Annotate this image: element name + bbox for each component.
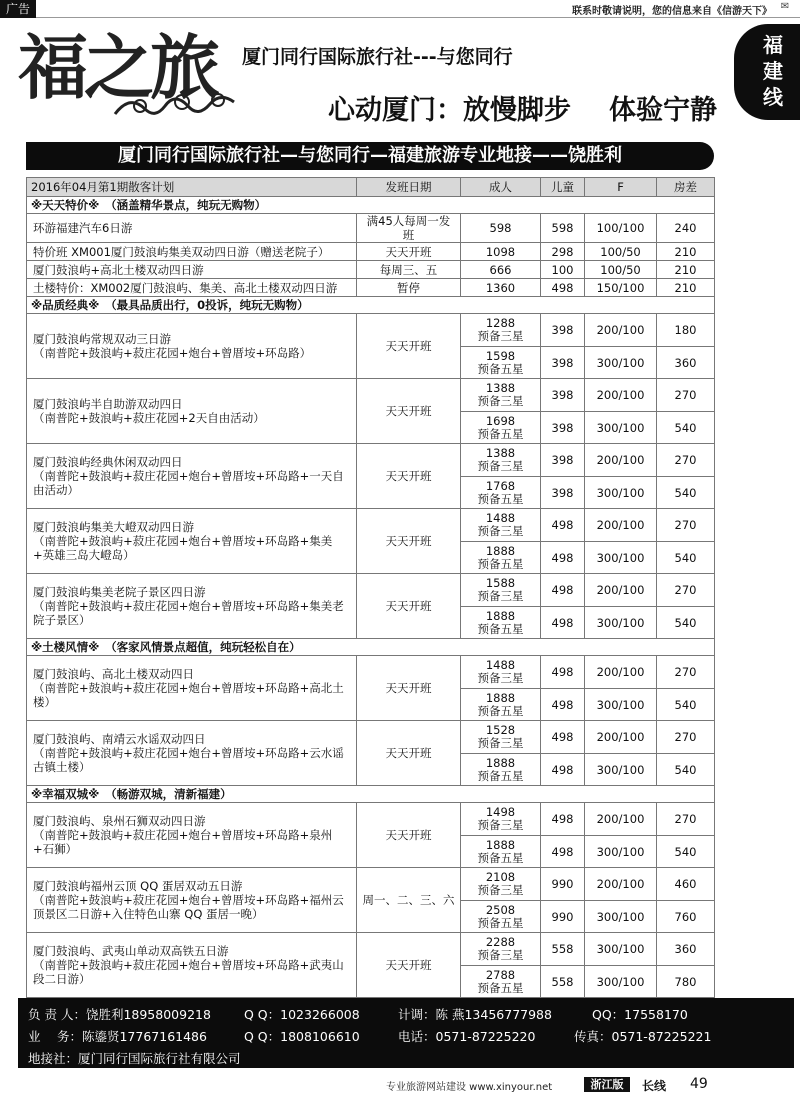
table-row xyxy=(27,803,715,836)
tour-name: 厦门鼓浪屿经典休闲双动四日 xyxy=(33,455,183,469)
f-price: 300/100 xyxy=(585,689,657,721)
departure-date: 天天开班 xyxy=(357,656,461,721)
table-cell: 298 xyxy=(541,243,585,261)
child-price: 498 xyxy=(541,721,585,754)
table-cell: 210 xyxy=(657,261,715,279)
section-title: ※幸福双城※ （畅游双城，清新福建） xyxy=(27,786,715,803)
room-difference: 270 xyxy=(657,379,715,412)
manager-qq: Q Q：1023266008 xyxy=(244,1007,360,1022)
section-title-row xyxy=(27,297,715,314)
adult-price-cell xyxy=(461,901,541,933)
table-cell: 1098 xyxy=(461,243,541,261)
adult-price-cell xyxy=(461,689,541,721)
room-difference: 540 xyxy=(657,542,715,574)
slogan xyxy=(328,88,717,127)
adult-price-cell xyxy=(461,803,541,836)
tour-name-cell xyxy=(27,379,357,444)
child-price: 558 xyxy=(541,966,585,998)
child-price: 498 xyxy=(541,689,585,721)
side-tab-char: 线 xyxy=(763,85,783,109)
child-price: 498 xyxy=(541,607,585,639)
hotel-grade: 预备三星 xyxy=(477,948,524,962)
table-row xyxy=(27,261,715,279)
child-price: 498 xyxy=(541,836,585,868)
table-row xyxy=(27,656,715,689)
table-cell: 特价班 XM001厦门鼓浪屿集美双动四日游（赠送老院子） xyxy=(27,243,357,261)
hotel-grade: 预备五星 xyxy=(477,361,524,376)
adult-price-cell xyxy=(461,868,541,901)
tour-name: 厦门鼓浪屿、南靖云水谣双动四日 xyxy=(33,732,206,746)
table-cell: 210 xyxy=(657,243,715,261)
tour-description: （南普陀+鼓浪屿+菽庄花园+炮台+曾厝垵+环岛路+福州云顶景区二日游+入住特色山寨 QQ 蛋居一晚） xyxy=(33,893,344,921)
table-cell: 100/100 xyxy=(585,214,657,243)
f-price: 300/100 xyxy=(585,836,657,868)
room-difference: 460 xyxy=(657,868,715,901)
table-cell: 240 xyxy=(657,214,715,243)
table-cell: 100/50 xyxy=(585,261,657,279)
adult-price-cell xyxy=(461,966,541,998)
planner-contact: 计调：陈 燕13456777988 xyxy=(398,1007,552,1022)
room-difference: 270 xyxy=(657,803,715,836)
hotel-grade: 预备三星 xyxy=(477,736,524,750)
tour-description: （南普陀+鼓浪屿+菽庄花园+炮台+曾厝垵+环岛路+高北土楼） xyxy=(33,681,344,709)
cloud-swirl-icon xyxy=(110,84,240,124)
table-cell: 598 xyxy=(461,214,541,243)
f-price: 200/100 xyxy=(585,803,657,836)
section-title-row xyxy=(27,197,715,214)
section-title-row xyxy=(27,786,715,803)
departure-date: 天天开班 xyxy=(357,314,461,379)
column-header: 儿童 xyxy=(541,178,585,197)
section-label: 长线 xyxy=(642,1079,667,1093)
table-row xyxy=(27,509,715,542)
f-price: 300/100 xyxy=(585,966,657,998)
table-cell: 天天开班 xyxy=(357,243,461,261)
table-cell: 498 xyxy=(541,279,585,297)
adult-price: 2108 xyxy=(485,870,516,884)
tour-name-cell xyxy=(27,803,357,868)
adult-price: 2508 xyxy=(485,902,516,917)
adult-price-cell xyxy=(461,754,541,786)
f-price: 200/100 xyxy=(585,574,657,607)
title-banner: 厦门同行国际旅行社—与您同行—福建旅游专业地接——饶胜利 xyxy=(26,142,714,170)
tour-name: 厦门鼓浪屿集美大嶝双动四日游 xyxy=(33,520,194,534)
edition-badge: 浙江版 xyxy=(584,1077,630,1092)
table-row xyxy=(27,574,715,607)
adult-price-cell xyxy=(461,933,541,966)
section-title-row xyxy=(27,639,715,656)
f-price: 200/100 xyxy=(585,379,657,412)
hotel-grade: 预备五星 xyxy=(477,980,524,995)
price-table xyxy=(26,177,715,998)
table-row xyxy=(27,868,715,901)
site-ad: 专业旅游网站建设 www.xinyour.net xyxy=(386,1082,553,1093)
adult-price-cell xyxy=(461,379,541,412)
adult-price-cell xyxy=(461,444,541,477)
tour-description: （南普陀+鼓浪屿+菽庄花园+炮台+曾厝垵+环岛路+集美+英雄三岛大嶝岛） xyxy=(33,534,333,562)
table-cell: 厦门鼓浪屿+高北土楼双动四日游 xyxy=(27,261,357,279)
tour-description: （南普陀+鼓浪屿+菽庄花园+炮台+曾厝垵+环岛路+集美老院子景区） xyxy=(33,599,344,627)
table-cell: 暂停 xyxy=(357,279,461,297)
table-cell: 每周三、五 xyxy=(357,261,461,279)
tour-description: （南普陀+鼓浪屿+菽庄花园+2天自由活动） xyxy=(33,411,265,425)
departure-date: 天天开班 xyxy=(357,574,461,639)
table-cell: 150/100 xyxy=(585,279,657,297)
f-price: 200/100 xyxy=(585,868,657,901)
tour-name: 厦门鼓浪屿福州云顶 QQ 蛋居双动五日游 xyxy=(33,879,243,893)
tour-description: （南普陀+鼓浪屿+菽庄花园+炮台+曾厝垵+环岛路+武夷山段二日游） xyxy=(33,958,344,986)
contact-footer xyxy=(18,998,794,1068)
room-difference: 540 xyxy=(657,477,715,509)
adult-price-cell xyxy=(461,542,541,574)
adult-price-cell xyxy=(461,656,541,689)
adult-price: 1768 xyxy=(485,478,516,493)
child-price: 498 xyxy=(541,542,585,574)
adult-price: 1488 xyxy=(485,511,516,525)
table-cell: 598 xyxy=(541,214,585,243)
tour-description: （南普陀+鼓浪屿+菽庄花园+炮台+曾厝垵+环岛路+云水谣古镇土楼） xyxy=(33,746,344,774)
tour-description: （南普陀+鼓浪屿+菽庄花园+炮台+曾厝垵+环岛路+一天自由活动） xyxy=(33,469,344,497)
adult-price-cell xyxy=(461,477,541,509)
table-cell: 1360 xyxy=(461,279,541,297)
column-header: 房差 xyxy=(657,178,715,197)
child-price: 498 xyxy=(541,803,585,836)
region-side-tab xyxy=(734,24,800,120)
tour-name: 厦门鼓浪屿、高北土楼双动四日 xyxy=(33,667,194,681)
column-header: 成人 xyxy=(461,178,541,197)
adult-price: 1888 xyxy=(485,690,516,705)
page-footer xyxy=(0,1076,800,1093)
f-price: 300/100 xyxy=(585,412,657,444)
table-row xyxy=(27,379,715,412)
adult-price: 1288 xyxy=(485,316,516,330)
hotel-grade: 预备三星 xyxy=(477,394,524,408)
f-price: 300/100 xyxy=(585,542,657,574)
tour-name: 厦门鼓浪屿、武夷山单动双高铁五日游 xyxy=(33,944,229,958)
f-price: 200/100 xyxy=(585,721,657,754)
table-row xyxy=(27,721,715,754)
f-price: 300/100 xyxy=(585,347,657,379)
room-difference: 270 xyxy=(657,656,715,689)
agency-headline: 厦门同行国际旅行社---与您同行 xyxy=(242,46,513,68)
tour-name-cell xyxy=(27,314,357,379)
adult-price: 1498 xyxy=(485,805,516,819)
tour-name-cell xyxy=(27,509,357,574)
adult-price-cell xyxy=(461,836,541,868)
tour-description: （南普陀+鼓浪屿+菽庄花园+炮台+曾厝垵+环岛路） xyxy=(33,346,312,360)
table-row xyxy=(27,933,715,966)
table-row xyxy=(27,279,715,297)
side-tab-char: 福 xyxy=(763,33,783,57)
tour-name-cell xyxy=(27,933,357,998)
departure-date: 天天开班 xyxy=(357,721,461,786)
adult-price: 1888 xyxy=(485,755,516,770)
adult-price-cell xyxy=(461,721,541,754)
tour-name-cell xyxy=(27,721,357,786)
table-row xyxy=(27,243,715,261)
child-price: 398 xyxy=(541,347,585,379)
tour-name: 厦门鼓浪屿半自助游双动四日 xyxy=(33,397,183,411)
planner-qq: QQ：17558170 xyxy=(592,1007,688,1022)
local-agency: 地接社：厦门同行国际旅行社有限公司 xyxy=(28,1051,241,1066)
adult-price-cell xyxy=(461,314,541,347)
page-number: 49 xyxy=(690,1076,708,1092)
room-difference: 780 xyxy=(657,966,715,998)
adult-price: 1388 xyxy=(485,446,516,460)
f-price: 200/100 xyxy=(585,444,657,477)
hotel-grade: 预备五星 xyxy=(477,915,524,930)
adult-price: 2288 xyxy=(485,935,516,949)
room-difference: 270 xyxy=(657,721,715,754)
departure-date: 天天开班 xyxy=(357,803,461,868)
departure-date: 天天开班 xyxy=(357,379,461,444)
hotel-grade: 预备五星 xyxy=(477,621,524,636)
tour-description: （南普陀+鼓浪屿+菽庄花园+炮台+曾厝垵+环岛路+泉州+石狮） xyxy=(33,828,333,856)
adult-price-cell xyxy=(461,412,541,444)
child-price: 398 xyxy=(541,477,585,509)
child-price: 498 xyxy=(541,754,585,786)
brand-logo: 福之旅 xyxy=(18,26,216,109)
departure-date: 天天开班 xyxy=(357,509,461,574)
room-difference: 360 xyxy=(657,933,715,966)
table-cell: 666 xyxy=(461,261,541,279)
adult-price: 1598 xyxy=(485,348,516,363)
f-price: 200/100 xyxy=(585,509,657,542)
room-difference: 540 xyxy=(657,412,715,444)
hotel-grade: 预备五星 xyxy=(477,850,524,865)
departure-date: 天天开班 xyxy=(357,444,461,509)
tour-name-cell xyxy=(27,574,357,639)
child-price: 398 xyxy=(541,412,585,444)
child-price: 498 xyxy=(541,656,585,689)
sales-qq: Q Q：1808106610 xyxy=(244,1029,360,1044)
f-price: 300/100 xyxy=(585,754,657,786)
room-difference: 360 xyxy=(657,347,715,379)
adult-price: 1888 xyxy=(485,608,516,623)
adult-price-cell xyxy=(461,607,541,639)
adult-price: 1888 xyxy=(485,543,516,558)
hotel-grade: 预备三星 xyxy=(477,671,524,685)
f-price: 200/100 xyxy=(585,314,657,347)
contact-note: 联系时敬请说明，您的信息来自《信游天下》 xyxy=(572,6,772,17)
adult-price: 1888 xyxy=(485,837,516,852)
tour-name-cell xyxy=(27,656,357,721)
room-difference: 270 xyxy=(657,444,715,477)
table-row xyxy=(27,444,715,477)
table-header-row xyxy=(27,178,715,197)
adult-price-cell xyxy=(461,347,541,379)
tour-name-cell xyxy=(27,868,357,933)
room-difference: 180 xyxy=(657,314,715,347)
adult-price: 2788 xyxy=(485,967,516,982)
tour-name: 厦门鼓浪屿常规双动三日游 xyxy=(33,332,171,346)
hotel-grade: 预备五星 xyxy=(477,491,524,506)
hotel-grade: 预备三星 xyxy=(477,459,524,473)
child-price: 398 xyxy=(541,314,585,347)
hotel-grade: 预备三星 xyxy=(477,524,524,538)
tour-name: 厦门鼓浪屿、泉州石狮双动四日游 xyxy=(33,814,206,828)
room-difference: 270 xyxy=(657,509,715,542)
f-price: 200/100 xyxy=(585,656,657,689)
hotel-grade: 预备三星 xyxy=(477,589,524,603)
child-price: 558 xyxy=(541,933,585,966)
tour-name-cell xyxy=(27,444,357,509)
section-title: ※土楼风情※ （客家风情景点超值，纯玩轻松自在） xyxy=(27,639,715,656)
table-cell: 满45人每周一发班 xyxy=(357,214,461,243)
f-price: 300/100 xyxy=(585,607,657,639)
column-header: 发班日期 xyxy=(357,178,461,197)
room-difference: 760 xyxy=(657,901,715,933)
table-row xyxy=(27,214,715,243)
room-difference: 540 xyxy=(657,836,715,868)
child-price: 498 xyxy=(541,509,585,542)
table-cell: 100/50 xyxy=(585,243,657,261)
column-header: F xyxy=(585,178,657,197)
table-cell: 210 xyxy=(657,279,715,297)
adult-price: 1698 xyxy=(485,413,516,428)
f-price: 300/100 xyxy=(585,933,657,966)
table-cell: 土楼特价：XM002厦门鼓浪屿、集美、高北土楼双动四日游 xyxy=(27,279,357,297)
child-price: 990 xyxy=(541,868,585,901)
departure-date: 周一、二、三、六 xyxy=(357,868,461,933)
top-bar xyxy=(0,0,800,18)
room-difference: 540 xyxy=(657,607,715,639)
child-price: 398 xyxy=(541,379,585,412)
adult-price-cell xyxy=(461,574,541,607)
slogan-part: 体验宁静 xyxy=(609,95,717,126)
fax-number: 传真：0571-87225221 xyxy=(574,1029,712,1044)
publication-mark-icon: ✉ xyxy=(780,1,790,12)
adult-price-cell xyxy=(461,509,541,542)
adult-price: 1488 xyxy=(485,658,516,672)
f-price: 300/100 xyxy=(585,477,657,509)
child-price: 990 xyxy=(541,901,585,933)
slogan-part: 心动厦门：放慢脚步 xyxy=(328,95,571,126)
room-difference: 270 xyxy=(657,574,715,607)
section-title: ※品质经典※ （最具品质出行，0投诉，纯玩无购物） xyxy=(27,297,715,314)
table-cell: 环游福建汽车6日游 xyxy=(27,214,357,243)
hotel-grade: 预备五星 xyxy=(477,768,524,783)
adult-price: 1388 xyxy=(485,381,516,395)
child-price: 398 xyxy=(541,444,585,477)
departure-date: 天天开班 xyxy=(357,933,461,998)
f-price: 300/100 xyxy=(585,901,657,933)
phone-number: 电话：0571-87225220 xyxy=(398,1029,536,1044)
table-cell: 100 xyxy=(541,261,585,279)
column-header: 2016年04月第1期散客计划 xyxy=(27,178,357,197)
hotel-grade: 预备三星 xyxy=(477,329,524,343)
hotel-grade: 预备三星 xyxy=(477,883,524,897)
sales-contact: 业 务：陈鎏贤17767161486 xyxy=(28,1029,207,1044)
room-difference: 540 xyxy=(657,689,715,721)
manager-contact: 负 责 人：饶胜利18958009218 xyxy=(28,1007,211,1022)
ad-label: 广告 xyxy=(0,0,36,18)
adult-price: 1588 xyxy=(485,576,516,590)
adult-price: 1528 xyxy=(485,723,516,737)
side-tab-char: 建 xyxy=(763,59,783,83)
child-price: 498 xyxy=(541,574,585,607)
room-difference: 540 xyxy=(657,754,715,786)
tour-name: 厦门鼓浪屿集美老院子景区四日游 xyxy=(33,585,206,599)
table-row xyxy=(27,314,715,347)
hotel-grade: 预备三星 xyxy=(477,818,524,832)
hotel-grade: 预备五星 xyxy=(477,426,524,441)
hotel-grade: 预备五星 xyxy=(477,556,524,571)
hotel-grade: 预备五星 xyxy=(477,703,524,718)
section-title: ※天天特价※ （涵盖精华景点，纯玩无购物） xyxy=(27,197,715,214)
